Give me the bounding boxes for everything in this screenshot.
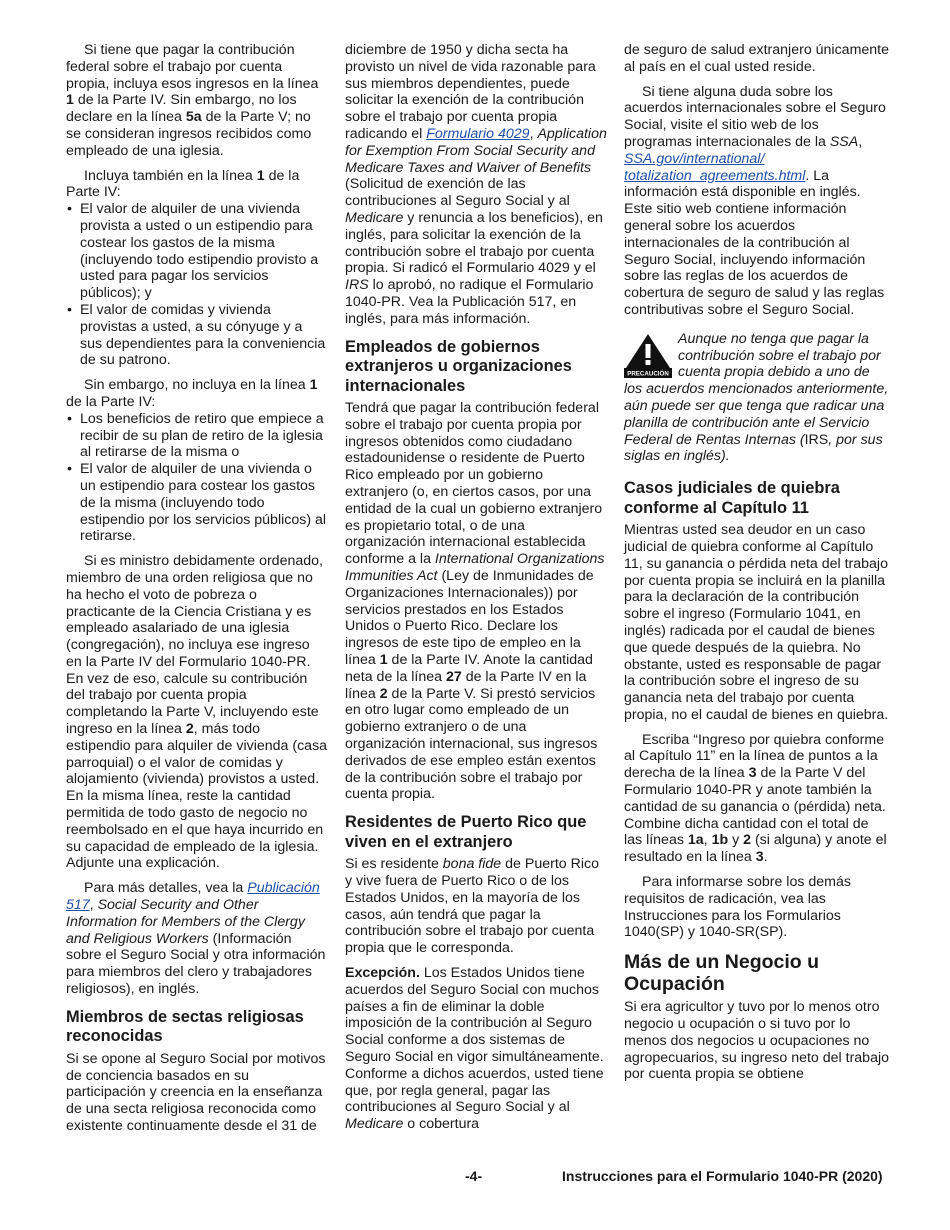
paragraph: Si es residente bona fide de Puerto Rico y vive fuera de Puerto Rico o de los Estados Unidos, en la mayoría de los casos, aún tendrá que pagar la contribución sobre el trabajo por cuenta propia que le corresponda.: [345, 856, 599, 957]
link-formulario-4029[interactable]: Formulario 4029: [426, 125, 530, 142]
paragraph: Si era agricultor y tuvo por lo menos otro negocio u ocupación o si tuvo por lo menos dos negocios u ocupaciones no agropecuarios, su ingreso neto del trabajo por cuenta propia se obtiene: [624, 999, 890, 1083]
paragraph: Si es ministro debidamente ordenado, miembro de una orden religiosa que no ha hecho el voto de pobreza o practicante de la Ciencia Cristiana y es empleado asalariado de una iglesia (congregación), no incluya ese ingreso en la Parte IV del Formulario 1040-PR. En vez de eso, calcule su contribución del trabajo por cuenta propia completando la Parte V, incluyendo este ingreso en la línea 2, más todo estipendio para alquiler de vivienda (casa parroquial) o el valor de comidas y alojamiento (vivienda) provistos a usted. En la misma línea, reste la cantidad permitida de todo gasto de negocio no reembolsado en el que haya incurrido en su capacidad de empleado de la iglesia. Adjunte una explicación.: [66, 553, 328, 872]
caution-label: PRECAUCIÓN: [627, 370, 669, 378]
paragraph: Si tiene alguna duda sobre los acuerdos internacionales sobre el Seguro Social, visite el sitio web de los programas internacionales de la SSA, SSA.gov/international/ totalization_agreements.html. La información está disponible en inglés. Este sitio web contiene información general sobre los acuerdos internacionales de la contribución al Seguro Social, incluyendo información sobre las reglas de los acuerdos de cobertura de seguro de salud y las reglas contributivas sobre el Seguro Social.: [624, 83, 886, 318]
paragraph: diciembre de 1950 y dicha secta ha provisto un nivel de vida razonable para sus miembros dependientes, puede solicitar la exención de la contribución sobre el trabajo por cuenta propia radicando el Formulario 4029, Application for Exemption From Social Security and Medicare Taxes and Waiver of Benefits (Solicitud de exención de las contribuciones al Seguro Social y al Medicare y renuncia a los beneficios), en inglés, para solicitar la exención de la contribución sobre el trabajo por cuenta propia. Si radicó el Formulario 4029 y el IRS lo aprobó, no radique el Formulario 1040-PR. Vea la Publicación 517, en inglés, para más información.: [345, 42, 607, 327]
section-heading: Residentes de Puerto Rico que viven en el extranjero: [345, 813, 587, 851]
list-item: • Los beneficios de retiro que empiece a recibir de su plan de retiro de la iglesia al retirarse de la misma o: [66, 411, 328, 461]
section-heading: Más de un Negocio u Ocupación: [624, 951, 820, 996]
paragraph: Para informarse sobre los demás requisitos de radicación, vea las Instrucciones para los Formularios 1040(SP) y 1040-SR(SP).: [624, 874, 851, 941]
paragraph: Mientras usted sea deudor en un caso judicial de quiebra conforme al Capítulo 11, su ganancia o pérdida neta del trabajo por cuenta propia se incluirá en la planilla para la declaración de la contribución sobre el ingreso (Formulario 1041, en inglés) radicada por el caudal de bienes que quede después de la quiebra. No obstante, usted es responsable de pagar la contribución sobre el ingreso de su ganancia neta del trabajo por cuenta propia, no el caudal de bienes en quiebra.: [624, 522, 889, 723]
caution-text: Aunque no tenga que pagar la contribución sobre el trabajo por cuenta propia debido a uno de los acuerdos mencionados anteriormente, aún puede ser que tenga que radicar una planilla de contribución ante el Servicio Federal de Rentas Internas (IRS, por sus siglas en inglés).: [624, 330, 889, 465]
footer-title: Instrucciones para el Formulario 1040-PR (2020): [562, 1168, 883, 1184]
caution-note: [624, 331, 889, 465]
list-item: • El valor de alquiler de una vivienda o un estipendio para costear los gastos de la misma (incluyendo todo estipendio por los servicios públicos) al retirarse.: [66, 461, 328, 545]
paragraph: Para más detalles, vea la Publicación 517, Social Security and Other Information for Members of the Clergy and Religious Workers (Información sobre el Seguro Social y otra información para miembros del clero y trabajadores religiosos), en inglés.: [66, 880, 326, 998]
caution-icon: [624, 332, 672, 378]
paragraph: de seguro de salud extranjero únicamente al país en el cual usted reside.: [624, 42, 890, 75]
paragraph: Si tiene que pagar la contribución federal sobre el trabajo por cuenta propia, incluya esos ingresos en la línea 1 de la Parte IV. Sin embargo, no los declare en la línea 5a de la Parte V; no se consideran ingresos recibidos como empleado de una iglesia.: [66, 42, 319, 159]
section-heading: Casos judiciales de quiebra conforme al Capítulo 11: [624, 479, 840, 517]
paragraph: Si se opone al Seguro Social por motivos de conciencia basados en su participación y creencia en la enseñanza de una secta religiosa reconocida como existente continuamente desde el 31 de: [66, 1050, 326, 1135]
section-heading: Empleados de gobiernos extranjeros u organizaciones internacionales: [345, 337, 572, 395]
link-publicacion-517[interactable]: Publicación 517: [66, 880, 320, 914]
paragraph: Tendrá que pagar la contribución federal sobre el trabajo por cuenta propia por ingresos obtenidos como ciudadano estadounidense o residente de Puerto Rico empleado por un gobierno extranjero (o, en ciertos casos, por una entidad de la cual un gobierno extranjero es propietario total, o de una organización internacional establecida conforme a la International Organizations Immunities Act (Ley de Inmunidades de Organizaciones Internacionales)) por servicios prestados en los Estados Unidos o Puerto Rico. Declare los ingresos de este tipo de empleo en la línea 1 de la Parte IV. Anote la cantidad neta de la línea 27 de la Parte IV en la línea 2 de la Parte V. Si prestó servicios en otro lugar como empleado de un gobierno extranjero o de una organización internacional, sus ingresos derivados de ese empleo están exentos de la contribución sobre el trabajo por cuenta propia.: [345, 400, 605, 803]
page-number: -4-: [465, 1168, 483, 1184]
paragraph: Excepción. Los Estados Unidos tiene acuerdos del Seguro Social con muchos países a fin de eliminar la doble imposición de la contribución al Seguro Social conforme a dos sistemas de Seguro Social en vigor simultáneamente. Conforme a dichos acuerdos, usted tiene que, por regla general, pagar las contribuciones al Seguro Social y al Medicare o cobertura: [345, 964, 604, 1133]
link-ssa-totalization[interactable]: SSA.gov/international/ totalization_agreements.html: [624, 150, 806, 184]
list-item: • El valor de comidas y vivienda provistas a usted, a su cónyuge y a sus dependientes para la conveniencia de su patrono.: [66, 302, 328, 369]
paragraph: Sin embargo, no incluya en la línea 1 de la Parte IV:: [66, 377, 318, 410]
paragraph: Escriba “Ingreso por quiebra conforme al Capítulo 11” en la línea de puntos a la derecha de la línea 3 de la Parte V del Formulario 1040-PR y anote también la cantidad de su ganancia o (pérdida) neta. Combine dicha cantidad con el total de las líneas 1a, 1b y 2 (si alguna) y anote el resultado en la línea 3.: [624, 731, 887, 866]
column-1: [66, 42, 328, 1143]
column-2: [345, 42, 609, 1141]
column-3: [624, 42, 889, 1091]
paragraph: Incluya también en la línea 1 de la Parte IV:: [66, 167, 300, 201]
section-heading: Miembros de sectas religiosas reconocidas: [66, 1007, 304, 1046]
list-item: • El valor de alquiler de una vivienda provista a usted o un estipendio para costear los gastos de la misma (incluyendo todo estipendio provisto a usted para pagar los servicios públicos); y: [66, 201, 328, 302]
